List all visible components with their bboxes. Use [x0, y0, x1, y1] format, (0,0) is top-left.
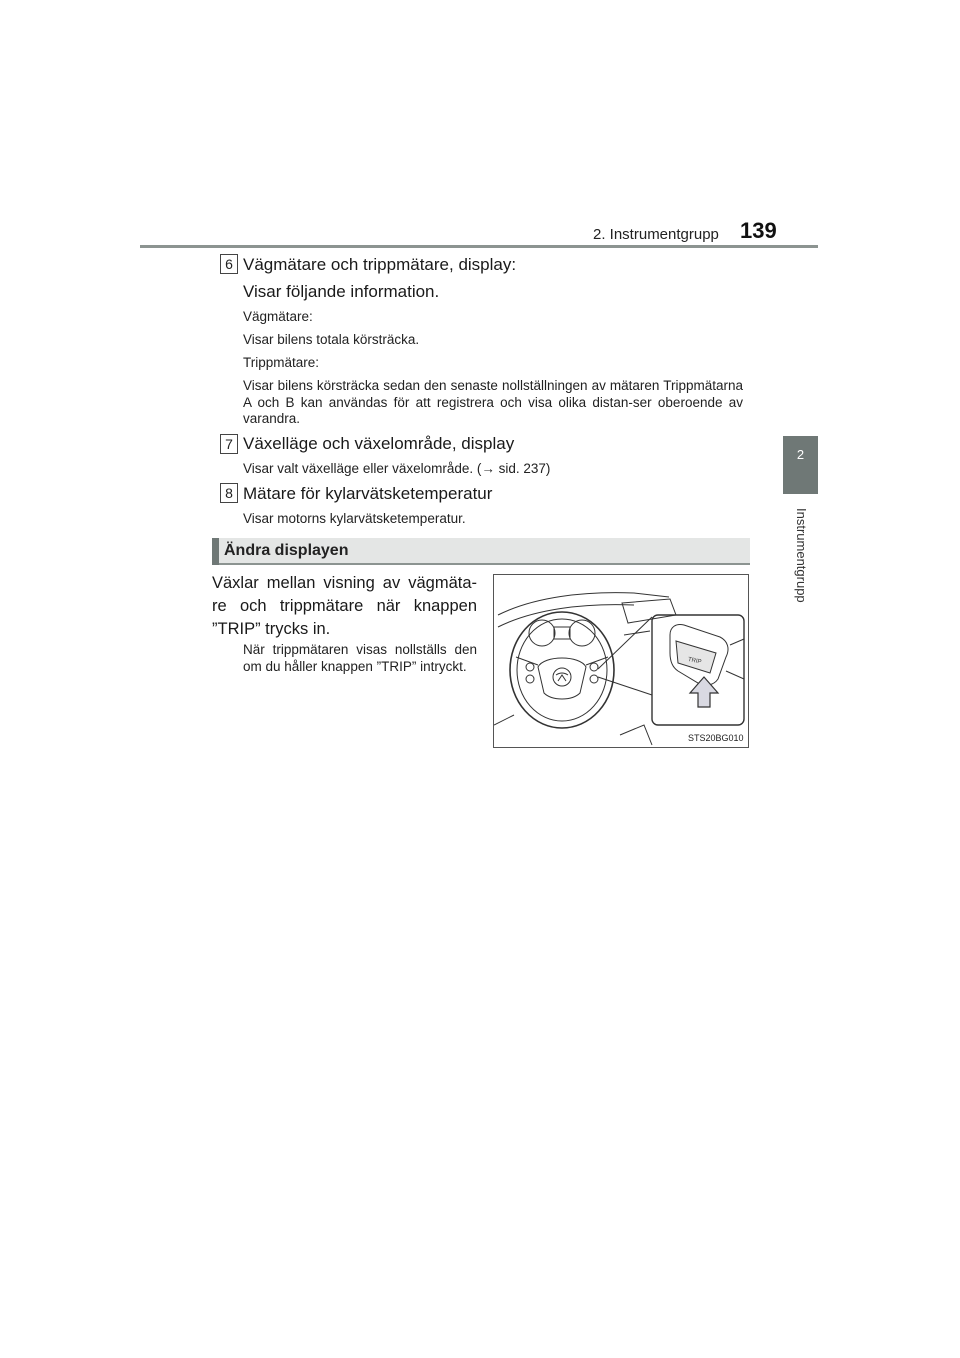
item-8-title: Mätare för kylarvätsketemperatur	[243, 484, 493, 503]
item-number-6: 6	[220, 254, 238, 274]
item-number-8: 8	[220, 483, 238, 503]
dashboard-illustration	[494, 575, 748, 747]
item-7-line-1: Visar valt växelläge eller växelområde. (→ sid. 237)	[243, 461, 551, 476]
item-6-subtitle: Visar följande information.	[243, 282, 440, 301]
chapter-tab-number: 2	[796, 447, 805, 462]
figure-code: STS20BG010	[688, 733, 744, 743]
item-6-line-1: Vägmätare:	[243, 309, 313, 324]
item-6-line-3: Trippmätare:	[243, 355, 320, 370]
section-note-text: När trippmätaren visas nollställs den om du håller knappen ”TRIP” intryckt.	[243, 642, 477, 674]
item-6-title: Vägmätare och trippmätare, display:	[243, 255, 517, 274]
section-main-text: Växlar mellan visning av vägmäta-re och trippmätare när knappen ”TRIP” trycks in.	[212, 574, 477, 638]
item-number-7: 7	[220, 434, 238, 454]
section-title: Ändra displayen	[224, 542, 349, 559]
trip-button-label: TRIP	[687, 656, 702, 666]
press-arrow-icon	[690, 677, 718, 707]
figure-trip-button	[493, 574, 749, 748]
item-7-title: Växelläge och växelområde, display	[243, 434, 515, 453]
item-8-line-1: Visar motorns kylarvätsketemperatur.	[243, 511, 466, 526]
header-rule	[140, 245, 818, 248]
item-6-line-2: Visar bilens totala körsträcka.	[243, 332, 420, 347]
chapter-tab	[783, 436, 818, 494]
chapter-tab-label-wrap	[789, 508, 811, 618]
item-6-line-4: Visar bilens körsträcka sedan den senaste nollställningen av mätaren Trippmätarna A och B kan användas för att registrera och visa olika distan-ser oberoende av varandra.	[243, 378, 743, 426]
running-header-section: 2. Instrumentgrupp	[593, 226, 719, 243]
page-number: 139	[740, 218, 777, 243]
chapter-tab-label: Instrumentgrupp	[794, 508, 809, 603]
section-header-accent	[212, 538, 219, 565]
